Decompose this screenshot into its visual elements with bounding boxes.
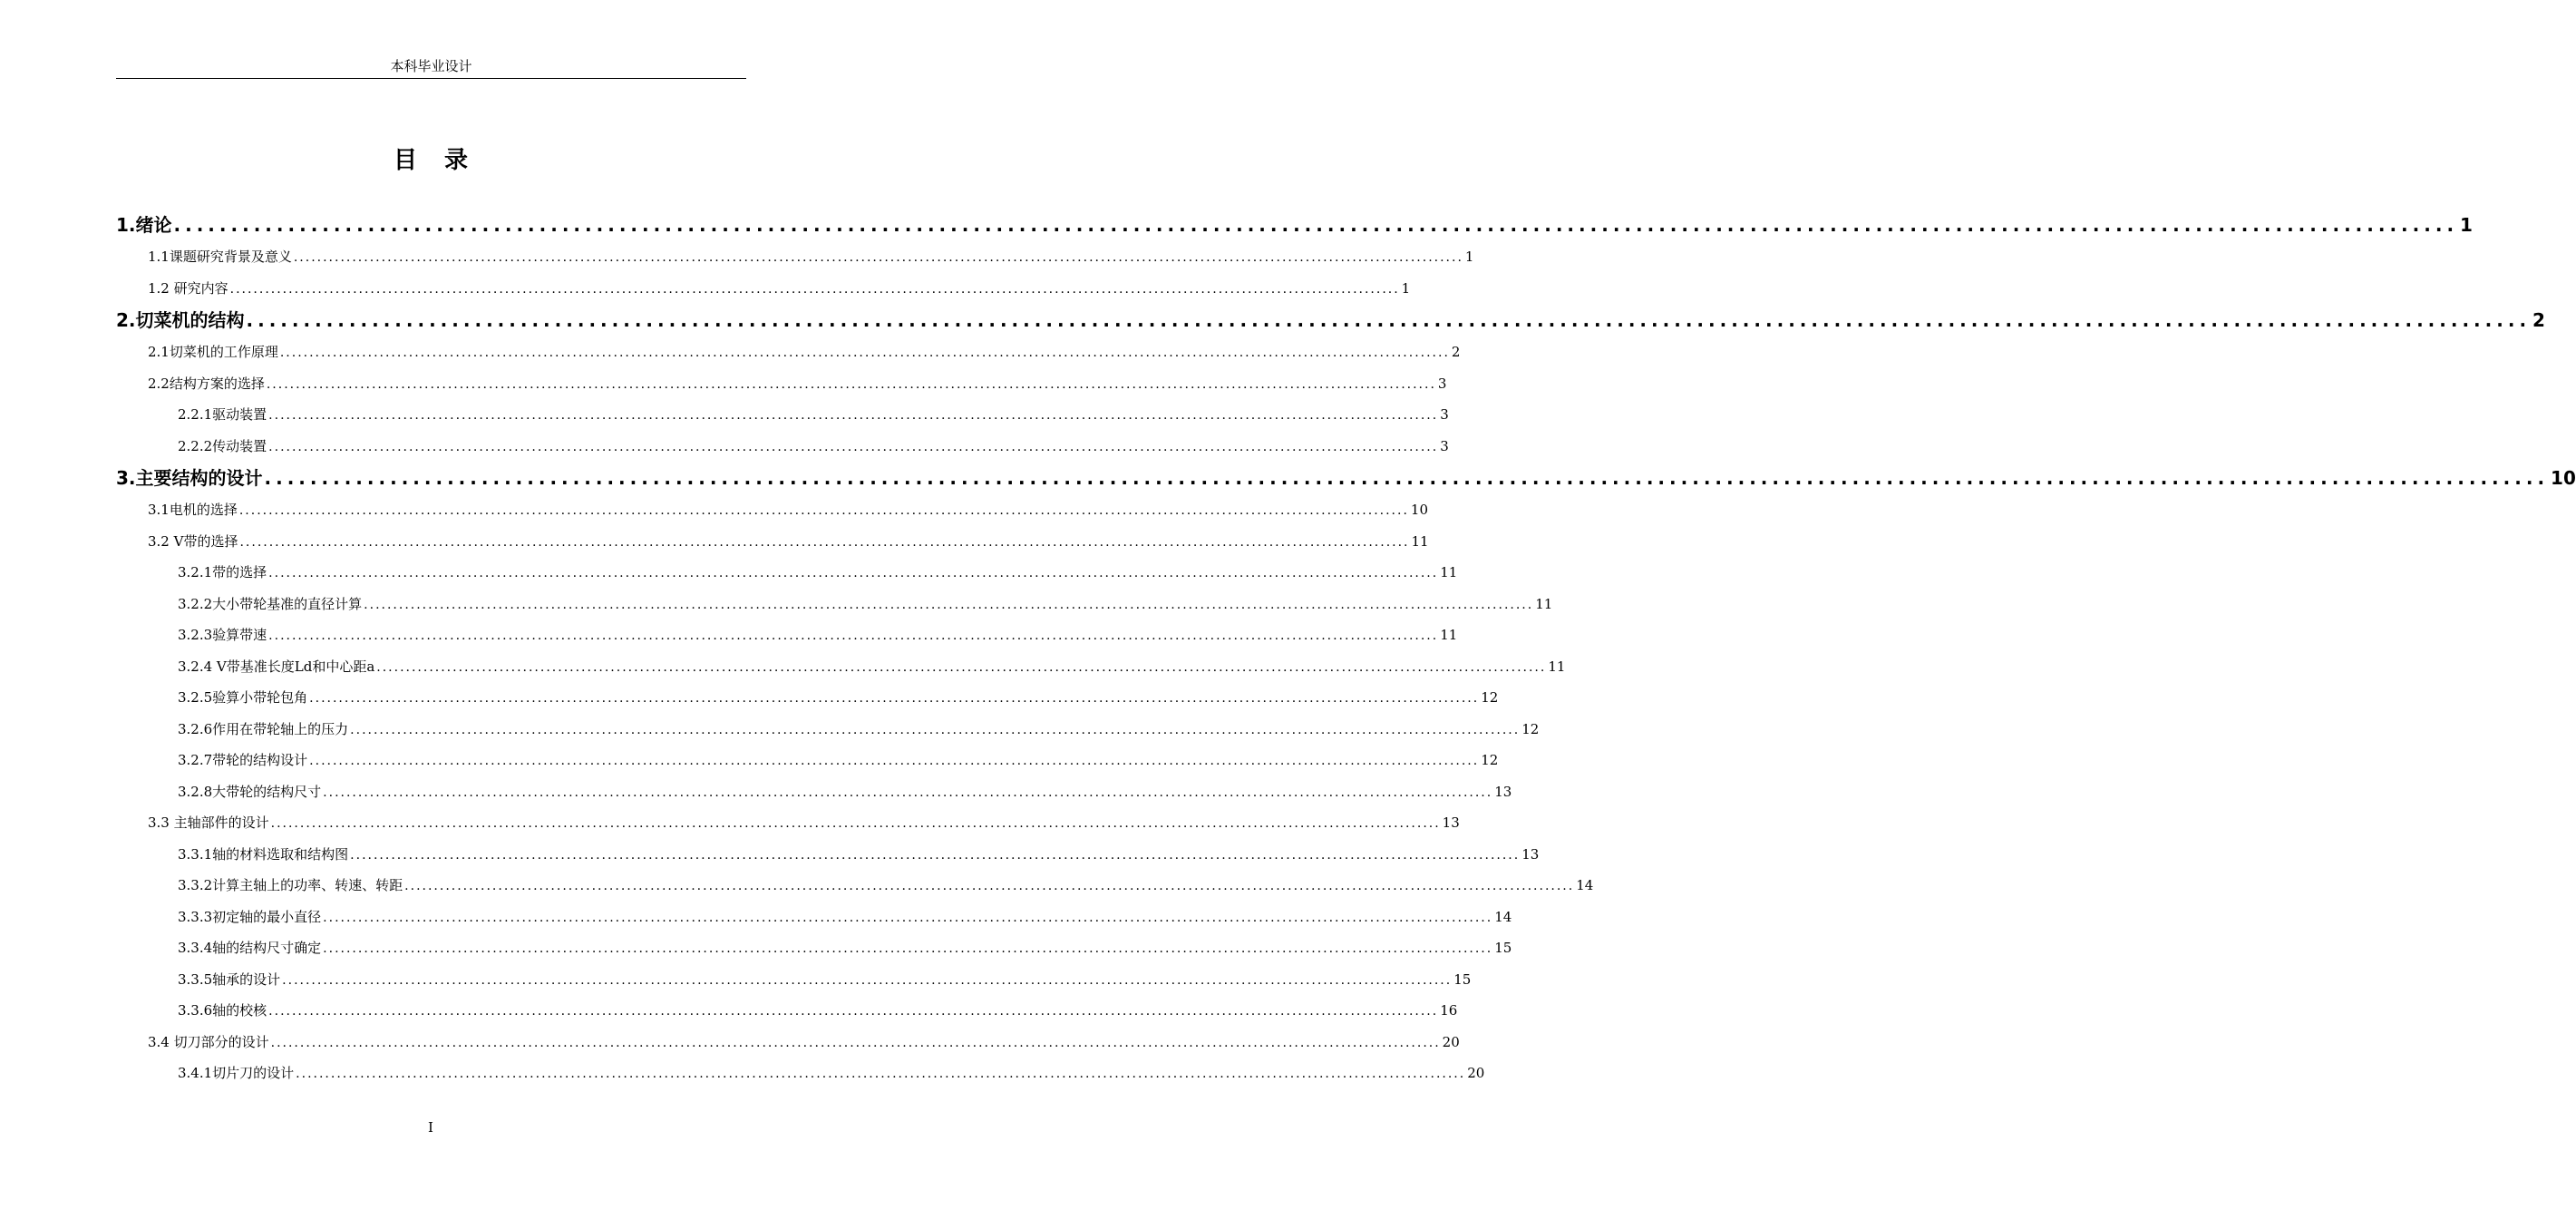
- toc-entry-label: 3.2.2大小带轮基准的直径计算: [178, 595, 363, 612]
- toc-entry-label: 3.2.8大带轮的结构尺寸: [178, 783, 322, 800]
- toc-entry-label: 2.2.1驱动装置: [178, 406, 267, 423]
- toc-dot-leader: ........................................................................................................................................................................................................: [246, 309, 2532, 331]
- page-number: I: [428, 1119, 433, 1136]
- toc-entry[interactable]: [116, 651, 1566, 683]
- toc-entry-page: 2: [1451, 344, 1461, 360]
- toc-entry-label: 3.3 主轴部件的设计: [148, 814, 269, 831]
- toc-entry-label: 3.2.5验算小带轮包角: [178, 689, 308, 706]
- toc-dot-leader: ........................................................................................................................................................................................................: [282, 972, 1453, 988]
- toc-entry-label: 3.3.5轴承的设计: [178, 970, 281, 988]
- toc-entry-page: 1: [1401, 279, 1411, 297]
- toc-dot-leader: ........................................................................................................................................................................................................: [350, 722, 1521, 737]
- toc-entry-page: 2: [2532, 309, 2545, 331]
- toc-entry-label: 3.2 V带的选择: [148, 532, 238, 550]
- toc-entry[interactable]: [116, 431, 1449, 463]
- toc-dot-leader: ........................................................................................................................................................................................................: [268, 629, 1439, 643]
- toc-dot-leader: ........................................................................................................................................................................................................: [270, 1035, 1441, 1050]
- toc-entry-page: 1: [2460, 214, 2473, 236]
- toc-entry[interactable]: [116, 304, 2545, 336]
- toc-dot-leader: ........................................................................................................................................................................................................: [268, 408, 1439, 423]
- toc-entry[interactable]: [116, 870, 1594, 902]
- toc-entry-page: 3: [1440, 437, 1449, 454]
- toc-entry-label: 1.1课题研究背景及意义: [148, 249, 292, 265]
- toc-entry-page: 11: [1548, 658, 1566, 675]
- toc-entry-label: 3.3.1轴的材料选取和结构图: [178, 845, 349, 863]
- toc-entry-label: 2.切菜机的结构: [116, 309, 245, 331]
- page-header: [116, 56, 746, 79]
- toc-dot-leader: ........................................................................................................................................................................................................: [376, 659, 1547, 675]
- toc-entry-page: 13: [1442, 814, 1460, 831]
- toc-entry-page: 1: [1464, 249, 1474, 265]
- toc-entry-label: 2.1切菜机的工作原理: [148, 344, 278, 360]
- toc-entry-page: 11: [1411, 532, 1429, 550]
- toc-entry[interactable]: [116, 776, 1512, 808]
- toc-entry[interactable]: [116, 494, 1428, 526]
- toc-entry-page: 13: [1521, 845, 1540, 863]
- toc-entry[interactable]: [116, 368, 1447, 400]
- toc-dot-leader: ........................................................................................................................................................................................................: [309, 691, 1480, 706]
- toc-entry[interactable]: [116, 714, 1540, 746]
- toc-dot-leader: ........................................................................................................................................................................................................: [173, 214, 2459, 236]
- page-title: 目录: [393, 147, 495, 174]
- toc-dot-leader: ........................................................................................................................................................................................................: [309, 754, 1480, 768]
- toc-entry-page: 15: [1453, 970, 1472, 988]
- toc-entry-label: 2.2结构方案的选择: [148, 375, 265, 392]
- toc-dot-leader: ........................................................................................................................................................................................................: [264, 467, 2550, 489]
- toc-entry[interactable]: [116, 807, 1460, 839]
- toc-dot-leader: ........................................................................................................................................................................................................: [350, 847, 1521, 863]
- toc-entry-page: 10: [1410, 502, 1428, 518]
- toc-entry-page: 3: [1437, 375, 1447, 392]
- toc-entry[interactable]: [116, 932, 1512, 964]
- toc-dot-leader: ........................................................................................................................................................................................................: [364, 597, 1534, 612]
- toc-entry-label: 3.4 切刀部分的设计: [148, 1033, 269, 1050]
- toc-entry[interactable]: [116, 273, 1411, 305]
- toc-entry-label: 3.3.2计算主轴上的功率、转速、转距: [178, 877, 403, 893]
- toc-entry-page: 20: [1467, 1065, 1485, 1081]
- toc-dot-leader: ........................................................................................................................................................................................................: [239, 534, 1410, 550]
- toc-entry-page: 11: [1535, 595, 1553, 612]
- toc-dot-leader: ........................................................................................................................................................................................................: [238, 503, 1409, 518]
- toc-dot-leader: ........................................................................................................................................................................................................: [296, 1067, 1466, 1081]
- toc-entry-label: 3.2.3验算带速: [178, 627, 267, 643]
- toc-dot-leader: ........................................................................................................................................................................................................: [268, 1004, 1439, 1019]
- toc-entry[interactable]: [116, 1027, 1460, 1058]
- toc-entry[interactable]: [116, 995, 1458, 1027]
- toc-entry-page: 15: [1494, 940, 1512, 956]
- toc-entry-label: 3.4.1切片刀的设计: [178, 1065, 295, 1081]
- toc-entry-page: 14: [1576, 877, 1594, 893]
- toc-entry-page: 12: [1481, 689, 1499, 706]
- toc-entry[interactable]: [116, 839, 1540, 871]
- toc-entry-label: 3.3.6轴的校核: [178, 1002, 267, 1019]
- toc-entry-label: 3.3.3初定轴的最小直径: [178, 908, 322, 925]
- table-of-contents: [116, 209, 2576, 1089]
- toc-entry-label: 3.2.6作用在带轮轴上的压力: [178, 720, 349, 737]
- toc-entry-page: 12: [1481, 752, 1499, 768]
- toc-entry-page: 11: [1440, 564, 1458, 580]
- toc-entry[interactable]: [116, 399, 1449, 431]
- toc-entry-page: 16: [1440, 1002, 1458, 1019]
- toc-entry-page: 13: [1494, 783, 1512, 800]
- toc-entry[interactable]: [116, 336, 1461, 368]
- toc-entry-page: 20: [1442, 1033, 1460, 1050]
- toc-entry-label: 3.1电机的选择: [148, 502, 238, 518]
- toc-dot-leader: ........................................................................................................................................................................................................: [279, 346, 1450, 360]
- toc-dot-leader: ........................................................................................................................................................................................................: [323, 785, 1493, 800]
- toc-entry-page: 14: [1494, 908, 1512, 925]
- toc-entry[interactable]: [116, 209, 2473, 241]
- toc-entry-page: 12: [1521, 720, 1540, 737]
- toc-entry[interactable]: [116, 1058, 1485, 1089]
- toc-dot-leader: ........................................................................................................................................................................................................: [268, 439, 1439, 454]
- toc-entry[interactable]: [116, 241, 1474, 273]
- toc-dot-leader: ........................................................................................................................................................................................................: [404, 879, 1575, 893]
- toc-dot-leader: ........................................................................................................................................................................................................: [293, 250, 1463, 265]
- toc-entry-label: 2.2.2传动装置: [178, 437, 267, 454]
- toc-entry[interactable]: [116, 682, 1499, 714]
- toc-entry-label: 1.绪论: [116, 214, 172, 236]
- toc-dot-leader: ........................................................................................................................................................................................................: [229, 281, 1400, 297]
- toc-entry[interactable]: [116, 619, 1458, 651]
- toc-entry[interactable]: [116, 964, 1472, 996]
- toc-entry-label: 3.2.4 V带基准长度Ld和中心距a: [178, 658, 375, 675]
- page-footer: [0, 1119, 861, 1136]
- toc-entry[interactable]: [116, 745, 1499, 776]
- toc-entry-label: 3.3.4轴的结构尺寸确定: [178, 940, 322, 956]
- toc-entry-page: 11: [1440, 627, 1458, 643]
- toc-entry-label: 1.2 研究内容: [148, 279, 228, 297]
- toc-entry[interactable]: [116, 557, 1458, 589]
- toc-dot-leader: ........................................................................................................................................................................................................: [268, 566, 1439, 580]
- toc-entry-page: 3: [1440, 406, 1449, 423]
- toc-entry[interactable]: [116, 589, 1553, 620]
- toc-entry-label: 3.2.1带的选择: [178, 564, 267, 580]
- toc-entry-page: 10: [2551, 467, 2576, 489]
- toc-entry[interactable]: [116, 462, 2576, 494]
- toc-entry-label: 3.主要结构的设计: [116, 467, 263, 489]
- toc-entry-label: 3.2.7带轮的结构设计: [178, 752, 308, 768]
- toc-entry[interactable]: [116, 526, 1429, 558]
- toc-dot-leader: ........................................................................................................................................................................................................: [323, 941, 1493, 956]
- header-text: 本科毕业设计: [390, 58, 472, 74]
- toc-dot-leader: ........................................................................................................................................................................................................: [266, 376, 1436, 392]
- toc-entry[interactable]: [116, 902, 1512, 933]
- toc-dot-leader: ........................................................................................................................................................................................................: [323, 910, 1493, 925]
- toc-dot-leader: ........................................................................................................................................................................................................: [270, 816, 1441, 831]
